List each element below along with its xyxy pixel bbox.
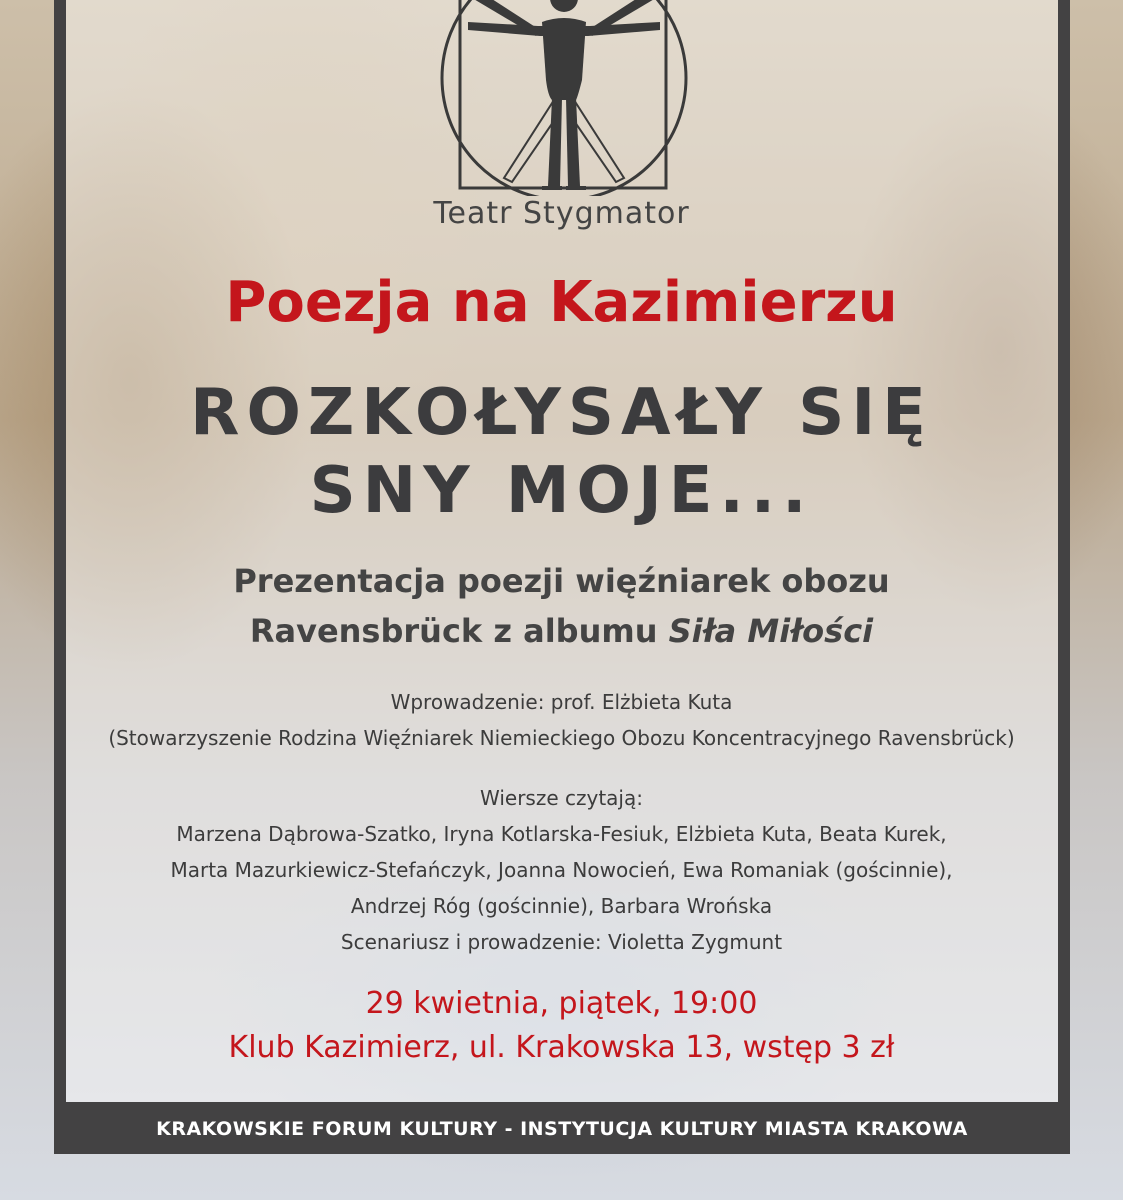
introduction-speaker: Wprowadzenie: prof. Elżbieta Kuta [390,690,733,714]
subtitle-line: Prezentacja poezji więźniarek obozu [233,562,890,600]
theatre-name: Teatr Stygmator [433,196,690,231]
readers-line: Marta Mazurkiewicz-Stefańczyk, Joanna Nowocień, Ewa Romaniak (gościnnie), [170,858,953,882]
introduction [0,684,1123,756]
event-datetime: 29 kwietnia, piątek, 19:00 [365,986,758,1021]
subtitle-line [0,606,1123,656]
event-title [0,374,1123,530]
readers-heading: Wiersze czytają: [480,786,643,810]
event-title-line: SNY MOJE... [309,454,814,528]
readers-block [0,780,1123,960]
event-title-line: ROZKOŁYSAŁY SIĘ [190,376,933,450]
event-venue: Klub Kazimierz, ul. Krakowska 13, wstęp 3 zł [228,1030,895,1065]
vitruvian-man-icon [438,0,690,196]
series-title: Poezja na Kazimierzu [225,270,898,335]
footer-banner: KRAKOWSKIE FORUM KULTURY - INSTYTUCJA KULTURY MIASTA KRAKOWA [54,1102,1070,1154]
readers-line: Marzena Dąbrowa-Szatko, Iryna Kotlarska-Fesiuk, Elżbieta Kuta, Beata Kurek, [176,822,947,846]
readers-line: Andrzej Róg (gościnnie), Barbara Wrońska [350,894,773,918]
introduction-organization: (Stowarzyszenie Rodzina Więźniarek Niemieckiego Obozu Koncentracyjnego Ravensbrück) [108,726,1015,750]
subtitle-prefix: Ravensbrück z albumu [249,612,669,650]
script-credit: Scenariusz i prowadzenie: Violetta Zygmunt [340,930,783,954]
album-title: Siła Miłości [668,612,874,650]
event-subtitle [0,556,1123,656]
event-details [0,982,1123,1070]
